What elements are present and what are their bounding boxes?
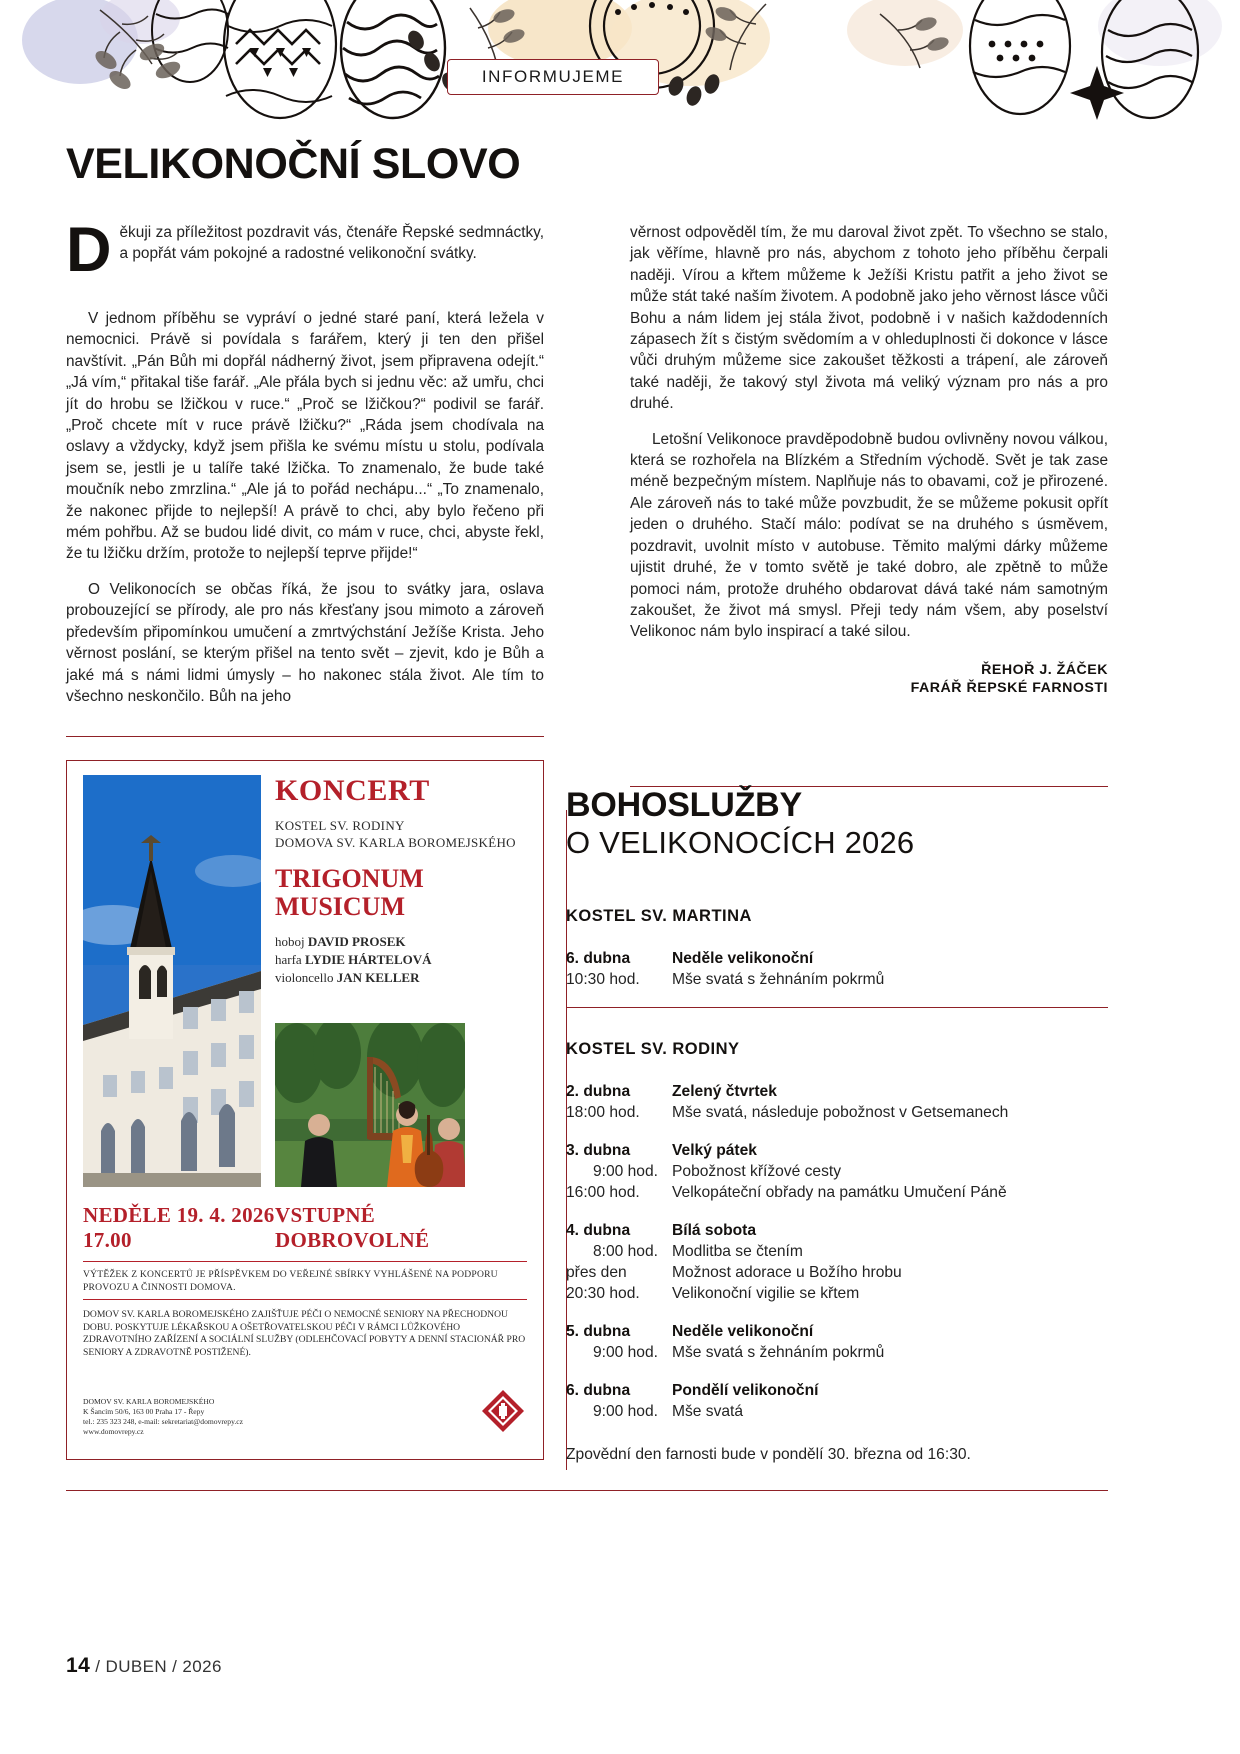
service-date: 5. dubna (566, 1323, 631, 1341)
service-feast: Neděle velikonoční (672, 950, 814, 967)
service-date: 6. dubna (566, 950, 631, 967)
services-subtitle: O VELIKONOCÍCH 2026 (566, 825, 915, 860)
service-row (566, 1102, 1108, 1123)
service-entry (566, 1140, 1108, 1203)
service-row (566, 1182, 1108, 1203)
service-time: přes den (566, 1264, 627, 1282)
trio-photo (275, 1023, 465, 1187)
trio-photo-illustration (275, 1023, 465, 1187)
article-paragraph (66, 215, 544, 294)
article-column-right (630, 222, 1108, 697)
poster-contact-org: DOMOV SV. KARLA BOROMEJSKÉHO (83, 1397, 215, 1406)
service-feast: Pondělí velikonoční (672, 1382, 819, 1400)
service-entry (566, 1321, 1108, 1363)
paragraph-text: ěkuji za příležitost pozdravit vás, čtenáře Řepské sedmnáctky, a popřát vám pokojné a radostné velikonoční svátky. (119, 224, 544, 263)
domov-logo-icon (481, 1389, 525, 1433)
poster-divider-1 (83, 1261, 527, 1262)
service-time: 9:00 hod. (592, 1163, 658, 1181)
performer-row (275, 933, 527, 951)
church-name: KOSTEL SV. MARTINA (566, 907, 752, 925)
article-signature (630, 661, 1108, 697)
service-time: 8:00 hod. (592, 1243, 658, 1261)
service-entry (566, 1220, 1108, 1304)
performer-name: DAVID PROSEK (307, 934, 406, 949)
service-date: 2. dubna (566, 1083, 631, 1101)
service-date: 3. dubna (566, 1142, 631, 1160)
services-section (566, 786, 1108, 1465)
church-name: KOSTEL SV. RODINY (566, 1040, 740, 1059)
service-group (566, 907, 1108, 990)
poster-heading: KONCERT (275, 774, 430, 807)
service-row-head (566, 1140, 1108, 1161)
service-row (566, 1283, 1108, 1304)
poster-date-line1: NEDĚLE 19. 4. 2026 (83, 1203, 275, 1227)
service-feast: Velký pátek (672, 1142, 757, 1160)
page-number: 14 (66, 1654, 91, 1677)
service-feast: Neděle velikonoční (672, 1323, 814, 1341)
performer-row (275, 951, 527, 969)
poster-performers (275, 933, 527, 987)
service-feast: Bílá sobota (672, 1222, 757, 1240)
service-row (566, 1161, 1108, 1182)
services-divider (566, 1007, 1108, 1008)
poster-ensemble-line1: TRIGONUM (275, 864, 424, 893)
poster-contact-phone: tel.: 235 323 248, e-mail: sekretariat@domovrepy.cz (83, 1417, 244, 1426)
poster-price-line2: DOBROVOLNÉ (275, 1228, 430, 1252)
poster-body-text: DOMOV SV. KARLA BOROMEJSKÉHO ZAJIŠŤUJE PÉČI O NEMOCNÉ SENIORY NA PŘECHODNOU DOBU. POSKYTUJE LÉKAŘSKOU A OŠETŘOVATELSKOU PÉČI V RÁMCI LŮŽKOVÉHO ZDRAVOTNÍHO ZAŘÍZENÍ A SOCIÁLNÍ SLUŽBY (ODLEHČOVACÍ POBYTY A DENNÍ STACIONÁŘ PRO SENIORY A ZDRAVOTNĚ POSTIŽENÉ). (83, 1309, 526, 1358)
service-row (566, 1241, 1108, 1262)
performer-instrument: violoncello (275, 970, 334, 985)
signature-name: ŘEHOŘ J. ŽÁČEK (981, 661, 1108, 678)
article-column-left (66, 215, 544, 721)
section-tab-label: INFORMUJEME (481, 67, 625, 86)
service-row (566, 1401, 1108, 1422)
performer-name: LYDIE HÁRTELOVÁ (304, 952, 432, 967)
issue-label: / DUBEN / 2026 (95, 1657, 222, 1676)
service-description: Mše svatá, následuje pobožnost v Getsemanech (672, 1104, 1009, 1122)
article-paragraph: O Velikonocích se občas říká, že jsou to svátky jara, oslava probouzející se přírody, ale pro nás křesťany jsou mimoto a zároveň především připomínkou umučení a zmrtvýchstání Ježíše Krista. Jeho věrnost poslání, se kterým přišel na tento svět – zjevit, kdo je Bůh a jaké má s námi lidmi úmysly – ho nakonec stála život. Ale tím to všechno neskončilo. Bůh na jeho (66, 580, 544, 705)
service-description: Mše svatá s žehnáním pokrmů (672, 1344, 885, 1362)
service-time: 20:30 hod. (566, 1285, 640, 1303)
service-time: 16:00 hod. (566, 1184, 640, 1202)
service-feast: Zelený čtvrtek (672, 1083, 777, 1101)
service-row-head (566, 1081, 1108, 1102)
service-row (566, 969, 1108, 990)
service-time: 9:00 hod. (592, 1344, 658, 1362)
church-photo (83, 775, 261, 1187)
poster-contact-address: K Šancím 50/6, 163 00 Praha 17 - Řepy (83, 1407, 205, 1416)
poster-venue-line2: DOMOVA SV. KARLA BOROMEJSKÉHO (275, 835, 516, 850)
poster-date-line2: 17.00 (83, 1228, 132, 1252)
service-row-head (566, 1321, 1108, 1342)
services-title: BOHOSLUŽBY (566, 786, 803, 824)
poster-price (275, 1203, 429, 1253)
poster-venue (275, 817, 527, 851)
poster-ensemble-line2: MUSICUM (275, 892, 405, 921)
services-footnote: Zpovědní den farnosti bude v pondělí 30. března od 16:30. (566, 1446, 971, 1464)
service-row (566, 1262, 1108, 1283)
service-description: Možnost adorace u Božího hrobu (672, 1264, 902, 1282)
poster-note: VÝTĚŽEK Z KONCERTŮ JE PŘÍSPĚVKEM DO VEŘEJNÉ SBÍRKY VYHLÁŠENÉ NA PODPORU PROVOZU A ČINNOSTI DOMOVA. (83, 1269, 498, 1293)
performer-instrument: harfa (275, 952, 302, 967)
service-row-head (566, 1220, 1108, 1241)
poster-date (83, 1203, 275, 1253)
poster-contact-web: www.domovrepy.cz (83, 1427, 144, 1436)
service-row-head (566, 948, 1108, 969)
performer-instrument: hoboj (275, 934, 305, 949)
service-time: 9:00 hod. (592, 1403, 658, 1421)
article-body (66, 215, 1108, 721)
divider-bottom (66, 1490, 1108, 1491)
poster-venue-line1: KOSTEL SV. RODINY (275, 818, 405, 833)
page-title: VELIKONOČNÍ SLOVO (66, 140, 521, 188)
signature-role: FARÁŘ ŘEPSKÉ FARNOSTI (910, 679, 1108, 696)
service-group (566, 1040, 1108, 1465)
concert-poster (66, 760, 544, 1460)
drop-cap: D (66, 215, 112, 285)
service-date: 4. dubna (566, 1222, 631, 1240)
service-description: Velikonoční vigilie se křtem (672, 1285, 860, 1303)
divider-left (66, 736, 544, 737)
section-tab-informujeme (447, 59, 659, 95)
service-entry (566, 1380, 1108, 1422)
poster-text-block (275, 775, 527, 987)
service-date: 6. dubna (566, 1382, 631, 1400)
service-time: 18:00 hod. (566, 1104, 640, 1122)
service-row-head (566, 1380, 1108, 1401)
service-row (566, 1342, 1108, 1363)
service-time: 10:30 hod. (566, 971, 640, 988)
service-entry (566, 948, 1108, 990)
performer-row (275, 969, 527, 987)
article-paragraph: věrnost odpověděl tím, že mu daroval život zpět. To všechno se stalo, jak věříme, hlavně pro nás, abychom z tohoto jeho příběhu čerpali naději. Vírou a křtem můžeme k Ježíši Kristu patřit a jeho život se může stát také naším životem. A podobně jako jeho věrnost lásce vůči Bohu a nám lidem jej stála život, podobně i v našich každodenních zápasech žít s čistým svědomím a v ohleduplnosti či dokonce v lásce vůči druhým můžeme sice zakoušet těžkosti a trápení, ale zároveň také naději, že takový styl života má veliký význam pro nás a pro druhé. (630, 224, 1108, 413)
article-paragraph: Letošní Velikonoce pravděpodobně budou ovlivněny novou válkou, která se rozhořela na Blízkém a Středním východě. Svět je tak zase méně bezpečným místem. Naplňuje nás to obavami, což je přirozené. Ale zároveň nás to také může povzbudit, že se můžeme pokusit opřít jeden o druhého. Stačí málo: podívat se na druhého s úsměvem, pozdravit, uvolnit místo v autobuse. Těmito malými dárky můžeme ujistit druhé, že v tomto světě je také dobro, ale zpětně to může pomoci nám, protože druhého obdarovat dává také nám samotným zakoušet, že život má smysl. Přeji tedy nám všem, aby poselství Velikonoc nám bylo inspirací a také silou. (630, 430, 1108, 641)
poster-contact (83, 1397, 437, 1437)
church-photo-illustration (83, 775, 261, 1187)
service-description: Mše svatá s žehnáním pokrmů (672, 971, 885, 988)
service-description: Pobožnost křížové cesty (672, 1163, 842, 1181)
performer-name: JAN KELLER (336, 970, 420, 985)
poster-divider-2 (83, 1299, 527, 1300)
service-description: Modlitba se čtením (672, 1243, 803, 1261)
article-paragraph: V jednom příběhu se vypráví o jedné staré paní, která ležela v nemocnici. Právě si povídala s farářem, který ji ten den přišel navštívit. „Pán Bůh mi dopřál nádherný život, jsem připravena odejít.“ „Já vím,“ přitakal tiše farář. „Ale přála bych si jednu věc: až umřu, chci jít do hrobu se lžičkou v ruce.“ „Proč se lžičkou?“ podivil se farář. „Proč chcete mít v ruce právě lžičku?“ „Ráda jsem chodívala na oslavy a vždycky, když jsem přišla ke svému místu u stolu, podívala jsem se, jestli je u talíře také lžička. To znamenalo, že bude také moučník nebo zmrzlina.“ „Ale já to pořád nechápu...“ „To znamenalo, že nakonec přijde to nejlepší! A právě to chci, aby bylo řečeno při mém pohřbu. Až se budou lidé divit, co mám v ruce, chci, abyste řekl, že tu lžičku držím, protože to nejlepší teprve přijde!“ (66, 310, 544, 563)
poster-price-line1: VSTUPNÉ (275, 1203, 376, 1227)
page-footer (66, 1654, 222, 1678)
service-description: Mše svatá (672, 1403, 744, 1421)
service-description: Velkopáteční obřady na památku Umučení Páně (672, 1184, 1007, 1202)
poster-ensemble (275, 865, 527, 921)
service-entry (566, 1081, 1108, 1123)
